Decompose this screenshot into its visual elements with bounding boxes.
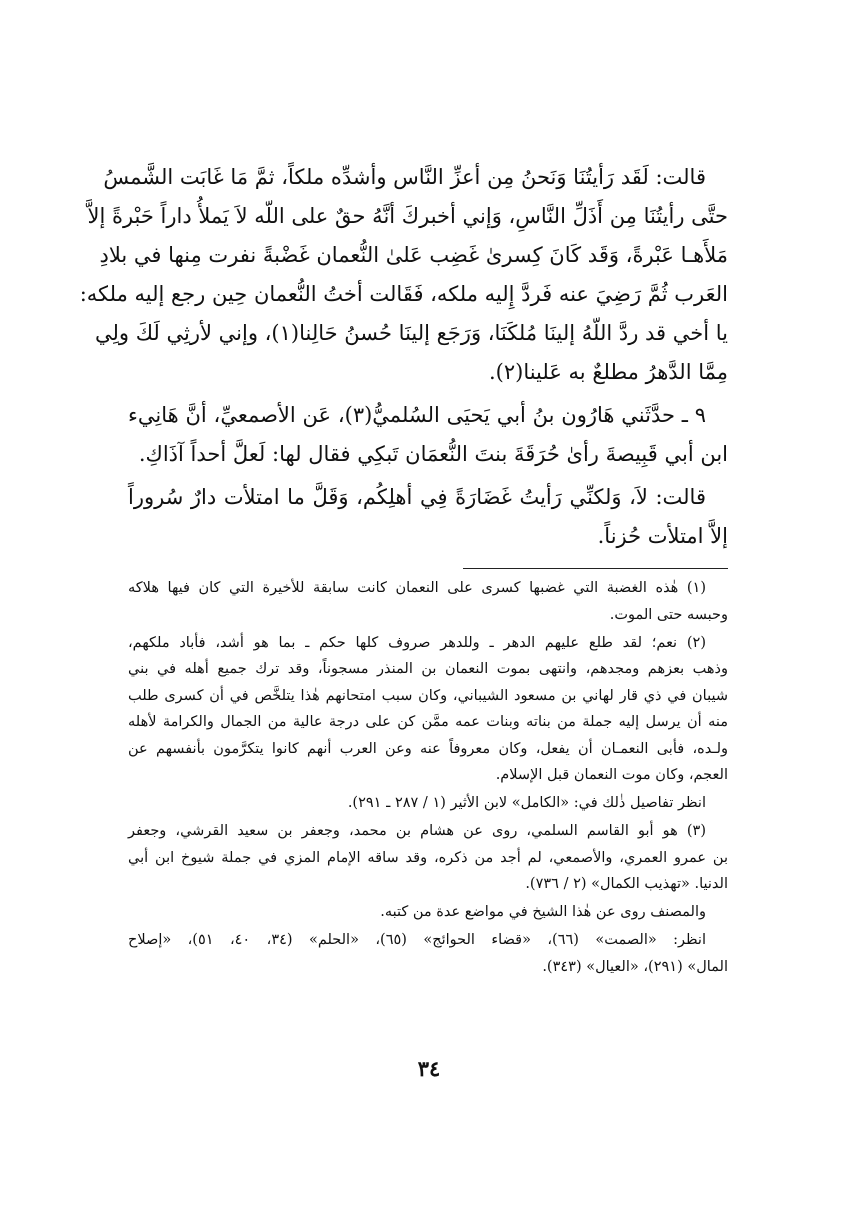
paragraph — [128, 478, 728, 556]
paragraph — [128, 396, 728, 474]
footnote-line: (٢) نعم؛ لقد طلع عليهم الدهر ـ وللدهر صروف كلها حكم ـ بما هو أشد، فأباد ملكهم، — [128, 634, 706, 651]
footnote-line: انظر تفاصيل ذٰلك في: «الكامل» لابن الأثير (١ / ٢٨٧ ـ ٢٩١). — [347, 795, 706, 811]
footnote-reference — [128, 790, 728, 817]
footnote-line: (٣) هو أبو القاسم السلمي، روى عن هشام بن محمد، وجعفر بن سعيد القرشي، وجعفر — [128, 823, 706, 839]
footnote — [128, 818, 728, 898]
footnote-line: الدنيا. «تهذيب الكمال» (٢ / ٧٣٦). — [525, 876, 728, 892]
footnote-reference — [128, 927, 728, 980]
footnote-line: المال» (٢٩١)، «العيال» (٣٤٣). — [542, 958, 728, 975]
footnote-line: العجم، وكان موت النعمان قبل الإسلام. — [495, 767, 728, 783]
footnote-line: وحبسه حتى الموت. — [609, 606, 728, 623]
text-line: قالت: لَقَد رَأيتُنَا وَنَحنُ مِن أعزِّ النَّاس وأشدِّه ملكاً، ثمَّ مَا غَابَت الشَّمسُ — [103, 165, 706, 189]
text-line: مِمَّا الدَّهرُ مطلعٌ به عَلينا(٢). — [488, 360, 728, 384]
text-line: ابن أبي قَبِيصةَ رأىٰ حُرَقَةَ بنتَ النُّعمَان تَبكِي فقال لها: لَعلَّ أحداً آذَاكِ. — [138, 442, 728, 466]
text-line: ٩ ـ حدَّثَني هَارُون بنُ أبي يَحيَى السُلميُّ(٣)، عَن الأصمعيِّ، أنَّ هَانِيء — [128, 403, 706, 427]
text-line: قالت: لاَ، وَلكنِّي رَأيتُ غَضَارَةً فِي أهلِكُم، وَقَلَّ ما امتلأت دارٌ سُروراً — [128, 485, 706, 509]
footnote — [128, 575, 728, 628]
footnote-line: منه أن يرسل إليه جملة من بناته وبنات عمه ممَّن كن على درجة عالية من الجمال والكرامة لأهله — [128, 714, 728, 730]
footnote-line: ولـده، فأبى النعمـان أن يفعل، وكان معروفاً عنه وعن العرب أنهم كانوا يتكرَّمون بأنفسهم عن — [128, 740, 728, 757]
text-line: يا أخي قد ردَّ اللّهُ إلينَا مُلكَنَا، وَرَجَع إلينَا حُسنُ حَالِنا(١)، وإني لأرثِي لَكَ ولِي — [95, 321, 728, 345]
footnote-note — [128, 899, 728, 926]
footnote-line: (١) هٰذه الغضبة التي غضبها كسرى على النعمان كانت سابقة للأخيرة التي كان فيها هلاكه — [128, 580, 706, 596]
footnote-line: شيبان في ذي قار لهاني بن مسعود الشيباني، وكان سبب امتحانهم هٰذا يتلخَّص في أن كسرى طلب — [128, 687, 728, 704]
main-text — [79, 158, 728, 556]
text-line: حتَّى رأيتُنَا مِن أَذَلِّ النَّاسِ، وَإني أخبركَ أنَّهُ حقٌ على اللّه لاَ يَملأُ داراً حَبْرةً إلاَّ — [87, 204, 728, 228]
page-number: ٣٤ — [417, 1056, 441, 1081]
paragraph — [79, 158, 728, 392]
text-line: العَرب ثُمَّ رَضِيَ عنه فَردَّ إِليه ملكه، فَقَالت أختُ النُّعمان حِين رجع إليه ملكه: — [79, 282, 728, 306]
footnotes — [128, 575, 728, 980]
text-line: إلاَّ امتلأت حُزناً. — [597, 524, 728, 548]
footnote-divider — [463, 568, 728, 569]
footnote-line: وذهب بعزهم ومجدهم، وانتهى بموت النعمان بن المنذر مسجوناً، وقد ترك جميع أهله في بني — [128, 661, 728, 677]
footnote — [128, 630, 728, 789]
text-line: مَلأَهـا عَبْرةً، وَقَد كَانَ كِسرىٰ غَضِب عَلىٰ النُّعمان غَضْبةً نفرت مِنها في بلادِ — [99, 243, 728, 267]
footnote-line: بن عمرو العمري، والأصمعي، لم أجد من ذكره، وقد ساقه الإمام المزي في جملة شيوخ ابن أبي — [128, 849, 728, 866]
footnote-line: انظر: «الصمت» (٦٦)، «قضاء الحوائج» (٦٥)، «الحلم» (٣٤، ٤٠، ٥١)، «إصلاح — [128, 932, 706, 948]
footnote-line: والمصنف روى عن هٰذا الشيخ في مواضع عدة من كتبه. — [380, 904, 706, 920]
